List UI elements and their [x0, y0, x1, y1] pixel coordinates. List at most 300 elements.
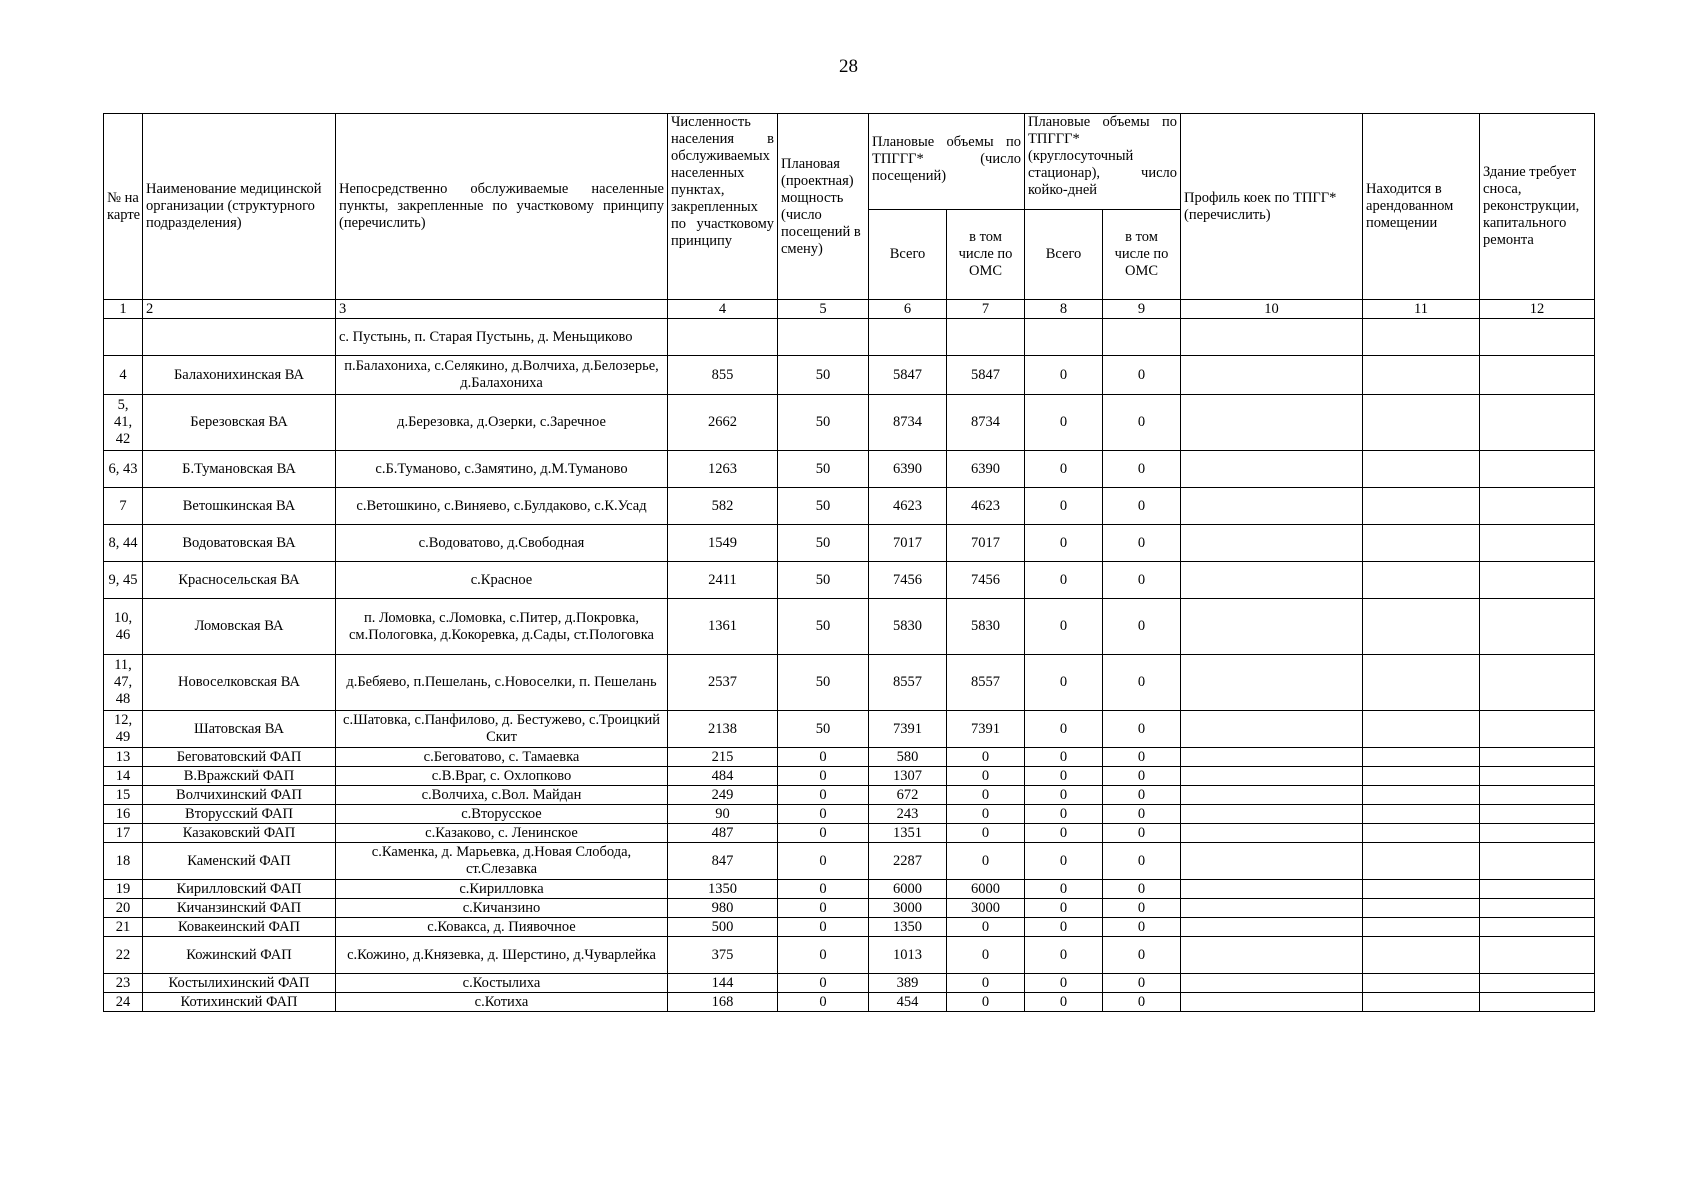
- served-points: с.В.Враг, с. Охлопково: [336, 767, 668, 786]
- population-value: 249: [668, 786, 778, 805]
- population-value: 2662: [668, 395, 778, 451]
- capacity-value: 0: [778, 974, 869, 993]
- stationary-total: 0: [1025, 805, 1103, 824]
- population-value: 215: [668, 748, 778, 767]
- served-points: с.Б.Туманово, с.Замятино, д.М.Туманово: [336, 451, 668, 488]
- stationary-total: 0: [1025, 824, 1103, 843]
- visits-oms: 5847: [947, 356, 1025, 395]
- visits-total: 6390: [869, 451, 947, 488]
- capacity-value: 0: [778, 767, 869, 786]
- visits-total: 5847: [869, 356, 947, 395]
- rented-cell: [1363, 993, 1480, 1012]
- stationary-oms: 0: [1103, 805, 1181, 824]
- visits-oms: 6390: [947, 451, 1025, 488]
- building-cell: [1480, 525, 1595, 562]
- stationary-total: 0: [1025, 395, 1103, 451]
- stationary-oms: 0: [1103, 356, 1181, 395]
- column-number: 10: [1181, 300, 1363, 319]
- rented-cell: [1363, 599, 1480, 655]
- visits-total: 1013: [869, 937, 947, 974]
- row-number: 15: [104, 786, 143, 805]
- table-row: [104, 880, 1595, 899]
- visits-oms: 7391: [947, 711, 1025, 748]
- rented-cell: [1363, 562, 1480, 599]
- population-value: 582: [668, 488, 778, 525]
- capacity-value: 0: [778, 805, 869, 824]
- table-row: [104, 488, 1595, 525]
- column-number: 9: [1103, 300, 1181, 319]
- visits-total: 1350: [869, 918, 947, 937]
- facility-name: Б.Тумановская ВА: [143, 451, 336, 488]
- facility-name: Кичанзинский ФАП: [143, 899, 336, 918]
- building-cell: [1480, 918, 1595, 937]
- facility-name: Ветошкинская ВА: [143, 488, 336, 525]
- population-value: 980: [668, 899, 778, 918]
- population-value: 1350: [668, 880, 778, 899]
- beds-profile-cell: [1181, 805, 1363, 824]
- visits-total: 580: [869, 748, 947, 767]
- stationary-total: 0: [1025, 488, 1103, 525]
- stationary-oms: 0: [1103, 395, 1181, 451]
- beds-profile-cell: [1181, 993, 1363, 1012]
- stationary-oms: 0: [1103, 918, 1181, 937]
- rented-cell: [1363, 805, 1480, 824]
- served-points: с.Беговатово, с. Тамаевка: [336, 748, 668, 767]
- row-number: 10, 46: [104, 599, 143, 655]
- beds-profile-cell: [1181, 880, 1363, 899]
- stationary-oms: 0: [1103, 451, 1181, 488]
- table-row: [104, 356, 1595, 395]
- rented-cell: [1363, 786, 1480, 805]
- header-capacity: Плановая (проектная) мощность (число посещений в смену): [778, 114, 869, 300]
- rented-cell: [1363, 451, 1480, 488]
- beds-profile-cell: [1181, 824, 1363, 843]
- visits-oms: 0: [947, 918, 1025, 937]
- population-value: 2138: [668, 711, 778, 748]
- stationary-total: 0: [1025, 748, 1103, 767]
- row-number: 24: [104, 993, 143, 1012]
- visits-oms: 0: [947, 937, 1025, 974]
- stationary-oms: 0: [1103, 824, 1181, 843]
- visits-total: 7391: [869, 711, 947, 748]
- building-cell: [1480, 805, 1595, 824]
- header-beds-profile: Профиль коек по ТПГГ* (перечислить): [1181, 114, 1363, 300]
- column-number: 8: [1025, 300, 1103, 319]
- facility-name: Котихинский ФАП: [143, 993, 336, 1012]
- rented-cell: [1363, 824, 1480, 843]
- beds-profile-cell: [1181, 488, 1363, 525]
- header-building: Здание требует сноса, реконструкции, капитального ремонта: [1480, 114, 1595, 300]
- stationary-oms: 0: [1103, 993, 1181, 1012]
- header-num: № на карте: [104, 114, 143, 300]
- beds-profile-cell: [1181, 974, 1363, 993]
- facility-name: Костылихинский ФАП: [143, 974, 336, 993]
- header-visits-oms: в том числе по ОМС: [947, 210, 1025, 300]
- building-cell: [1480, 748, 1595, 767]
- table-row: [104, 748, 1595, 767]
- table-row: [104, 711, 1595, 748]
- table-body: [104, 300, 1595, 1012]
- stationary-total: 0: [1025, 880, 1103, 899]
- header-visits-group: Плановые объемы по ТПГГГ* (число посещений): [869, 114, 1025, 210]
- table-row: [104, 562, 1595, 599]
- row-number: 8, 44: [104, 525, 143, 562]
- row-number: 12, 49: [104, 711, 143, 748]
- header-stationary-total: Всего: [1025, 210, 1103, 300]
- served-points: с.Кожино, д.Князевка, д. Шерстино, д.Чуварлейка: [336, 937, 668, 974]
- row-number: 21: [104, 918, 143, 937]
- rented-cell: [1363, 488, 1480, 525]
- facility-name: В.Вражский ФАП: [143, 767, 336, 786]
- table-row: [104, 599, 1595, 655]
- beds-profile-cell: [1181, 356, 1363, 395]
- column-number: 2: [143, 300, 336, 319]
- served-points: с.Ковакса, д. Пиявочное: [336, 918, 668, 937]
- beds-profile-cell: [1181, 843, 1363, 880]
- population-value: 855: [668, 356, 778, 395]
- column-number: 5: [778, 300, 869, 319]
- building-cell: [1480, 356, 1595, 395]
- row-number: 11, 47, 48: [104, 655, 143, 711]
- beds-profile-cell: [1181, 899, 1363, 918]
- served-points: д.Березовка, д.Озерки, с.Заречное: [336, 395, 668, 451]
- stationary-total: 0: [1025, 899, 1103, 918]
- row-number: 7: [104, 488, 143, 525]
- stationary-total: 0: [1025, 711, 1103, 748]
- visits-oms: 0: [947, 824, 1025, 843]
- column-number-row: [104, 300, 1595, 319]
- column-number: 7: [947, 300, 1025, 319]
- population-value: 1361: [668, 599, 778, 655]
- visits-total: 389: [869, 974, 947, 993]
- visits-total: 8734: [869, 395, 947, 451]
- population-value: 168: [668, 993, 778, 1012]
- stationary-oms: 0: [1103, 880, 1181, 899]
- visits-total: 6000: [869, 880, 947, 899]
- served-points: п. Ломовка, с.Ломовка, с.Питер, д.Покровка, см.Пологовка, д.Кокоревка, д.Сады, ст.Пологовка: [336, 599, 668, 655]
- table-row: [104, 824, 1595, 843]
- stationary-total: 0: [1025, 655, 1103, 711]
- rented-cell: [1363, 748, 1480, 767]
- stationary-total: 0: [1025, 562, 1103, 599]
- row-number: 13: [104, 748, 143, 767]
- visits-total: 1307: [869, 767, 947, 786]
- facility-name: Балахонихинская ВА: [143, 356, 336, 395]
- rented-cell: [1363, 880, 1480, 899]
- facilities-table: [103, 113, 1595, 1012]
- building-cell: [1480, 843, 1595, 880]
- row-number: 18: [104, 843, 143, 880]
- facility-name: Красносельская ВА: [143, 562, 336, 599]
- column-number: 11: [1363, 300, 1480, 319]
- stationary-oms: 0: [1103, 748, 1181, 767]
- served-points: п.Балахониха, с.Селякино, д.Волчиха, д.Белозерье, д.Балахониха: [336, 356, 668, 395]
- table-row: [104, 918, 1595, 937]
- visits-total: 672: [869, 786, 947, 805]
- beds-profile-cell: [1181, 599, 1363, 655]
- header-points: Непосредственно обслуживаемые населенные пункты, закрепленные по участковому принципу (перечислить): [336, 114, 668, 300]
- beds-profile-cell: [1181, 748, 1363, 767]
- table-row: [104, 993, 1595, 1012]
- stationary-oms: 0: [1103, 899, 1181, 918]
- population-value: 90: [668, 805, 778, 824]
- stationary-total: 0: [1025, 937, 1103, 974]
- header-stationary-oms: в том числе по ОМС: [1103, 210, 1181, 300]
- visits-oms: 4623: [947, 488, 1025, 525]
- beds-profile-cell: [1181, 918, 1363, 937]
- table-row: [104, 767, 1595, 786]
- beds-profile-cell: [1181, 562, 1363, 599]
- served-points: с.Казаково, с. Ленинское: [336, 824, 668, 843]
- building-cell: [1480, 880, 1595, 899]
- visits-total: 5830: [869, 599, 947, 655]
- served-points: с.Красное: [336, 562, 668, 599]
- capacity-value: 0: [778, 786, 869, 805]
- facility-name: Беговатовский ФАП: [143, 748, 336, 767]
- rented-cell: [1363, 767, 1480, 786]
- capacity-value: 50: [778, 395, 869, 451]
- table-row: [104, 451, 1595, 488]
- visits-total: 7017: [869, 525, 947, 562]
- served-points: с.Волчиха, с.Вол. Майдан: [336, 786, 668, 805]
- capacity-value: 0: [778, 843, 869, 880]
- header-population: Численность населения в обслуживаемых населенных пунктах, закрепленных по участковому принципу: [668, 114, 778, 300]
- row-number: 17: [104, 824, 143, 843]
- stationary-oms: 0: [1103, 843, 1181, 880]
- row-number: 19: [104, 880, 143, 899]
- served-points: с.Костылиха: [336, 974, 668, 993]
- column-number: 6: [869, 300, 947, 319]
- facility-name: Кирилловский ФАП: [143, 880, 336, 899]
- visits-oms: 0: [947, 843, 1025, 880]
- visits-oms: 8734: [947, 395, 1025, 451]
- header-stationary-group: Плановые объемы по ТПГГГ* (круглосуточный стационар), число койко-дней: [1025, 114, 1181, 210]
- facility-name: Березовская ВА: [143, 395, 336, 451]
- rented-cell: [1363, 711, 1480, 748]
- table-row: [104, 655, 1595, 711]
- stationary-oms: 0: [1103, 599, 1181, 655]
- visits-oms: 0: [947, 786, 1025, 805]
- facility-name: Волчихинский ФАП: [143, 786, 336, 805]
- building-cell: [1480, 488, 1595, 525]
- building-cell: [1480, 395, 1595, 451]
- stationary-oms: 0: [1103, 937, 1181, 974]
- beds-profile-cell: [1181, 525, 1363, 562]
- population-value: 500: [668, 918, 778, 937]
- rented-cell: [1363, 843, 1480, 880]
- capacity-value: 50: [778, 488, 869, 525]
- capacity-value: 0: [778, 899, 869, 918]
- building-cell: [1480, 786, 1595, 805]
- column-number: 3: [336, 300, 668, 319]
- building-cell: [1480, 974, 1595, 993]
- visits-total: 454: [869, 993, 947, 1012]
- served-points: с.Ветошкино, с.Виняево, с.Булдаково, с.К.Усад: [336, 488, 668, 525]
- stationary-oms: 0: [1103, 655, 1181, 711]
- rented-cell: [1363, 974, 1480, 993]
- facility-name: Ковакеинский ФАП: [143, 918, 336, 937]
- served-points: с.Каменка, д. Марьевка, д.Новая Слобода, ст.Слезавка: [336, 843, 668, 880]
- row-number: 6, 43: [104, 451, 143, 488]
- facility-name: Кожинский ФАП: [143, 937, 336, 974]
- table-row: [104, 395, 1595, 451]
- building-cell: [1480, 655, 1595, 711]
- stationary-total: 0: [1025, 974, 1103, 993]
- served-points: с.Вторусское: [336, 805, 668, 824]
- stationary-oms: 0: [1103, 767, 1181, 786]
- stationary-oms: 0: [1103, 974, 1181, 993]
- row-number: 14: [104, 767, 143, 786]
- rented-cell: [1363, 525, 1480, 562]
- continuation-row: [104, 319, 1595, 356]
- building-cell: [1480, 993, 1595, 1012]
- served-points: с.Шатовка, с.Панфилово, д. Бестужево, с.Троицкий Скит: [336, 711, 668, 748]
- population-value: 487: [668, 824, 778, 843]
- table-row: [104, 525, 1595, 562]
- stationary-total: 0: [1025, 767, 1103, 786]
- visits-oms: 0: [947, 805, 1025, 824]
- visits-oms: 0: [947, 993, 1025, 1012]
- capacity-value: 50: [778, 599, 869, 655]
- stationary-total: 0: [1025, 525, 1103, 562]
- header-rented: Находится в арендованном помещении: [1363, 114, 1480, 300]
- capacity-value: 0: [778, 993, 869, 1012]
- beds-profile-cell: [1181, 767, 1363, 786]
- stationary-oms: 0: [1103, 711, 1181, 748]
- served-points: с.Кирилловка: [336, 880, 668, 899]
- row-number: 22: [104, 937, 143, 974]
- rented-cell: [1363, 899, 1480, 918]
- table-row: [104, 805, 1595, 824]
- column-number: 1: [104, 300, 143, 319]
- stationary-total: 0: [1025, 599, 1103, 655]
- stationary-oms: 0: [1103, 525, 1181, 562]
- facility-name: Каменский ФАП: [143, 843, 336, 880]
- stationary-total: 0: [1025, 451, 1103, 488]
- header-visits-total: Всего: [869, 210, 947, 300]
- stationary-total: 0: [1025, 786, 1103, 805]
- visits-total: 3000: [869, 899, 947, 918]
- capacity-value: 0: [778, 918, 869, 937]
- facility-name: Вторусский ФАП: [143, 805, 336, 824]
- building-cell: [1480, 711, 1595, 748]
- capacity-value: 50: [778, 562, 869, 599]
- column-number: 4: [668, 300, 778, 319]
- beds-profile-cell: [1181, 786, 1363, 805]
- visits-total: 7456: [869, 562, 947, 599]
- population-value: 847: [668, 843, 778, 880]
- beds-profile-cell: [1181, 937, 1363, 974]
- capacity-value: 0: [778, 880, 869, 899]
- visits-oms: 7456: [947, 562, 1025, 599]
- served-points: с.Водоватово, д.Свободная: [336, 525, 668, 562]
- population-value: 2411: [668, 562, 778, 599]
- served-points: д.Бебяево, п.Пешелань, с.Новоселки, п. Пешелань: [336, 655, 668, 711]
- building-cell: [1480, 937, 1595, 974]
- rented-cell: [1363, 395, 1480, 451]
- rented-cell: [1363, 937, 1480, 974]
- building-cell: [1480, 599, 1595, 655]
- table-row: [104, 843, 1595, 880]
- capacity-value: 0: [778, 748, 869, 767]
- capacity-value: 50: [778, 655, 869, 711]
- row-number: 9, 45: [104, 562, 143, 599]
- facility-name: Шатовская ВА: [143, 711, 336, 748]
- row-number: 5, 41, 42: [104, 395, 143, 451]
- visits-oms: 0: [947, 767, 1025, 786]
- stationary-oms: 0: [1103, 786, 1181, 805]
- visits-total: 2287: [869, 843, 947, 880]
- visits-oms: 7017: [947, 525, 1025, 562]
- rented-cell: [1363, 356, 1480, 395]
- beds-profile-cell: [1181, 451, 1363, 488]
- building-cell: [1480, 451, 1595, 488]
- visits-oms: 3000: [947, 899, 1025, 918]
- capacity-value: 50: [778, 451, 869, 488]
- visits-oms: 0: [947, 748, 1025, 767]
- stationary-oms: 0: [1103, 488, 1181, 525]
- served-points: с.Кичанзино: [336, 899, 668, 918]
- stationary-total: 0: [1025, 843, 1103, 880]
- population-value: 1549: [668, 525, 778, 562]
- table-row: [104, 974, 1595, 993]
- table-row: [104, 899, 1595, 918]
- column-number: 12: [1480, 300, 1595, 319]
- beds-profile-cell: [1181, 711, 1363, 748]
- population-value: 375: [668, 937, 778, 974]
- row-number: 4: [104, 356, 143, 395]
- beds-profile-cell: [1181, 395, 1363, 451]
- rented-cell: [1363, 655, 1480, 711]
- table-row: [104, 937, 1595, 974]
- facility-name: Новоселковская ВА: [143, 655, 336, 711]
- population-value: 1263: [668, 451, 778, 488]
- served-points: с.Котиха: [336, 993, 668, 1012]
- facility-name: Ломовская ВА: [143, 599, 336, 655]
- capacity-value: 0: [778, 824, 869, 843]
- stationary-total: 0: [1025, 918, 1103, 937]
- table-header: [104, 114, 1595, 300]
- building-cell: [1480, 767, 1595, 786]
- row-number: 16: [104, 805, 143, 824]
- stationary-total: 0: [1025, 993, 1103, 1012]
- capacity-value: 0: [778, 937, 869, 974]
- continuation-points: с. Пустынь, п. Старая Пустынь, д. Меньщиково: [336, 319, 668, 356]
- visits-oms: 5830: [947, 599, 1025, 655]
- visits-total: 8557: [869, 655, 947, 711]
- capacity-value: 50: [778, 356, 869, 395]
- capacity-value: 50: [778, 525, 869, 562]
- capacity-value: 50: [778, 711, 869, 748]
- visits-total: 1351: [869, 824, 947, 843]
- header-name: Наименование медицинской организации (структурного подразделения): [143, 114, 336, 300]
- population-value: 484: [668, 767, 778, 786]
- beds-profile-cell: [1181, 655, 1363, 711]
- row-number: 23: [104, 974, 143, 993]
- building-cell: [1480, 562, 1595, 599]
- visits-oms: 8557: [947, 655, 1025, 711]
- population-value: 2537: [668, 655, 778, 711]
- building-cell: [1480, 899, 1595, 918]
- visits-total: 243: [869, 805, 947, 824]
- table-row: [104, 786, 1595, 805]
- visits-total: 4623: [869, 488, 947, 525]
- page-number: 28: [839, 56, 858, 77]
- facility-name: Казаковский ФАП: [143, 824, 336, 843]
- rented-cell: [1363, 918, 1480, 937]
- stationary-oms: 0: [1103, 562, 1181, 599]
- stationary-total: 0: [1025, 356, 1103, 395]
